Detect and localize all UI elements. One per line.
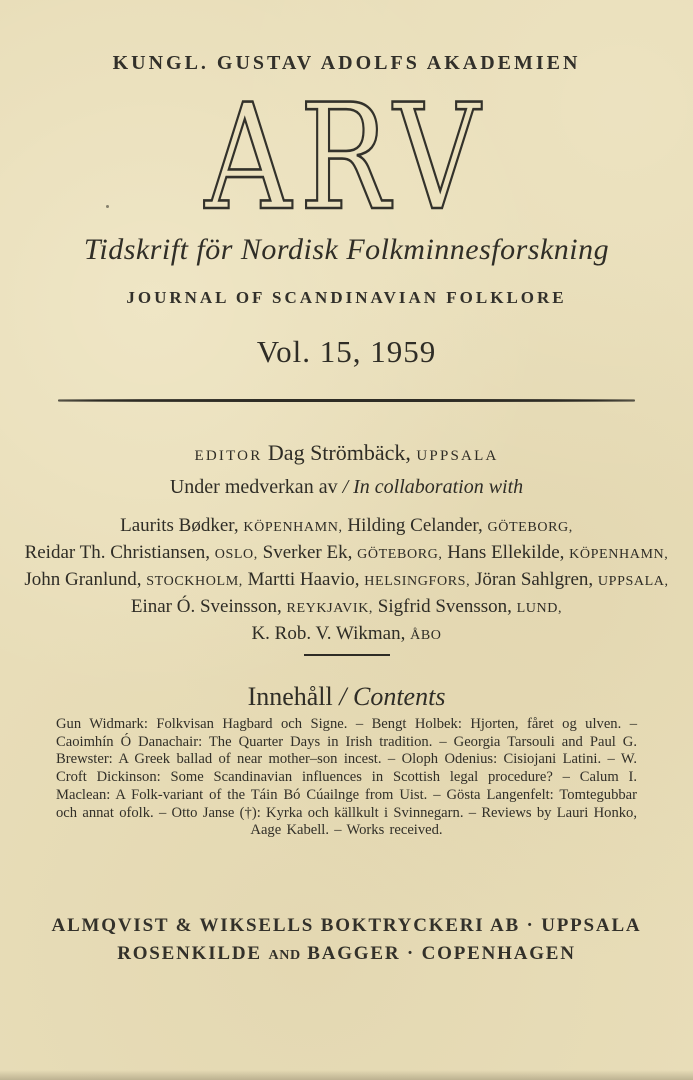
collaboration-english: In collaboration with	[348, 476, 524, 498]
name-text: Sigfrid Svensson,	[373, 596, 517, 617]
collaborator-line	[0, 540, 693, 567]
contents-heading	[0, 680, 693, 714]
horizontal-rule-short	[304, 654, 390, 656]
collaboration-separator: /	[342, 476, 349, 498]
collaborator-line	[0, 567, 693, 594]
smallcaps-text: UPPSALA,	[597, 573, 669, 589]
scan-edge-shadow	[0, 1070, 693, 1080]
collaborator-line	[0, 621, 693, 648]
name-text: ROSENKILDE	[117, 943, 269, 964]
name-text: Reidar Th. Christiansen,	[24, 542, 215, 563]
smallcaps-text: GÖTEBORG,	[487, 519, 573, 535]
name-text: Einar Ó. Sveinsson,	[130, 596, 287, 617]
contents-heading-english: Contents	[346, 682, 446, 711]
name-text: K. Rob. V. Wikman,	[251, 623, 411, 644]
smallcaps-text: REYKJAVIK,	[286, 600, 374, 616]
imprint-printer: ALMQVIST & WIKSELLS BOKTRYCKERI AB · UPPSALA	[51, 915, 642, 936]
collaborator-line	[0, 513, 693, 540]
contents-heading-swedish: Innehåll	[247, 682, 340, 711]
collaboration-swedish: Under medverkan av	[169, 476, 343, 498]
collaboration-line	[0, 473, 693, 501]
editor-label: EDITOR	[194, 448, 263, 464]
smallcaps-text: ÅBO	[410, 627, 442, 643]
horizontal-rule-main	[58, 399, 635, 402]
name-text: Jöran Sahlgren,	[470, 569, 598, 590]
imprint	[0, 912, 693, 969]
smallcaps-text: HELSINGFORS,	[364, 573, 471, 589]
collaborator-line	[0, 594, 693, 621]
contents-heading-separator: /	[339, 682, 347, 711]
contents-paragraph: Gun Widmark: Folkvisan Hagbard och Signe. – Bengt Holbek: Hjorten, fåret og ulven. – Caoimhín Ó Danachair: The Quarter Days in Irish tradition. – Georgia Tarsouli and Paul G. Brewster: A Greek ballad of near mother–son incest. – Oloph Odenius: Cisiojani Latini. – W. Croft Dickinson: Some Scandinavian influences in Scottish legal procedure? – Calum I. Maclean: A Folk-variant of the Táin Bó Cúailnge from Uist. – Gösta Langenfelt: Tomtegubbar och annat ofolk. – Otto Janse (†): Kyrka och källkult i Svinnegarn. – Reviews by Lauri Honko, Aage Kabell. – Works received.	[56, 716, 637, 839]
smallcaps-text: LUND,	[516, 600, 563, 616]
academy-name: KUNGL. GUSTAV ADOLFS AKADEMIEN	[112, 52, 581, 74]
name-text: BAGGER · COPENHAGEN	[300, 943, 576, 964]
collaborators-list	[0, 513, 693, 648]
smallcaps-text: KÖPENHAMN,	[243, 519, 343, 535]
editor-line	[0, 438, 693, 471]
subtitle-english: JOURNAL OF SCANDINAVIAN FOLKLORE	[126, 288, 567, 307]
imprint-publisher	[0, 940, 693, 969]
subtitle-swedish: Tidskrift för Nordisk Folkminnesforskning	[83, 233, 610, 266]
smallcaps-text: GÖTEBORG,	[357, 546, 443, 562]
smallcaps-text: STOCKHOLM,	[146, 573, 243, 589]
editor-city: UPPSALA	[416, 448, 499, 464]
name-text: Sverker Ek,	[257, 542, 358, 563]
smallcaps-text: KÖPENHAMN,	[569, 546, 669, 562]
name-text: Laurits Bødker,	[120, 515, 244, 536]
journal-title: ARV	[204, 73, 489, 243]
smallcaps-text: OSLO,	[214, 546, 258, 562]
smallcaps-text: AND	[268, 947, 301, 963]
name-text: Martti Haavio,	[242, 569, 365, 590]
name-text: Hilding Celander,	[342, 515, 488, 536]
paper-speck	[106, 205, 109, 208]
name-text: John Granlund,	[24, 569, 147, 590]
volume-year: Vol. 15, 1959	[256, 334, 437, 369]
name-text: Hans Ellekilde,	[442, 542, 570, 563]
editor-name: Dag Strömbäck,	[262, 440, 417, 465]
